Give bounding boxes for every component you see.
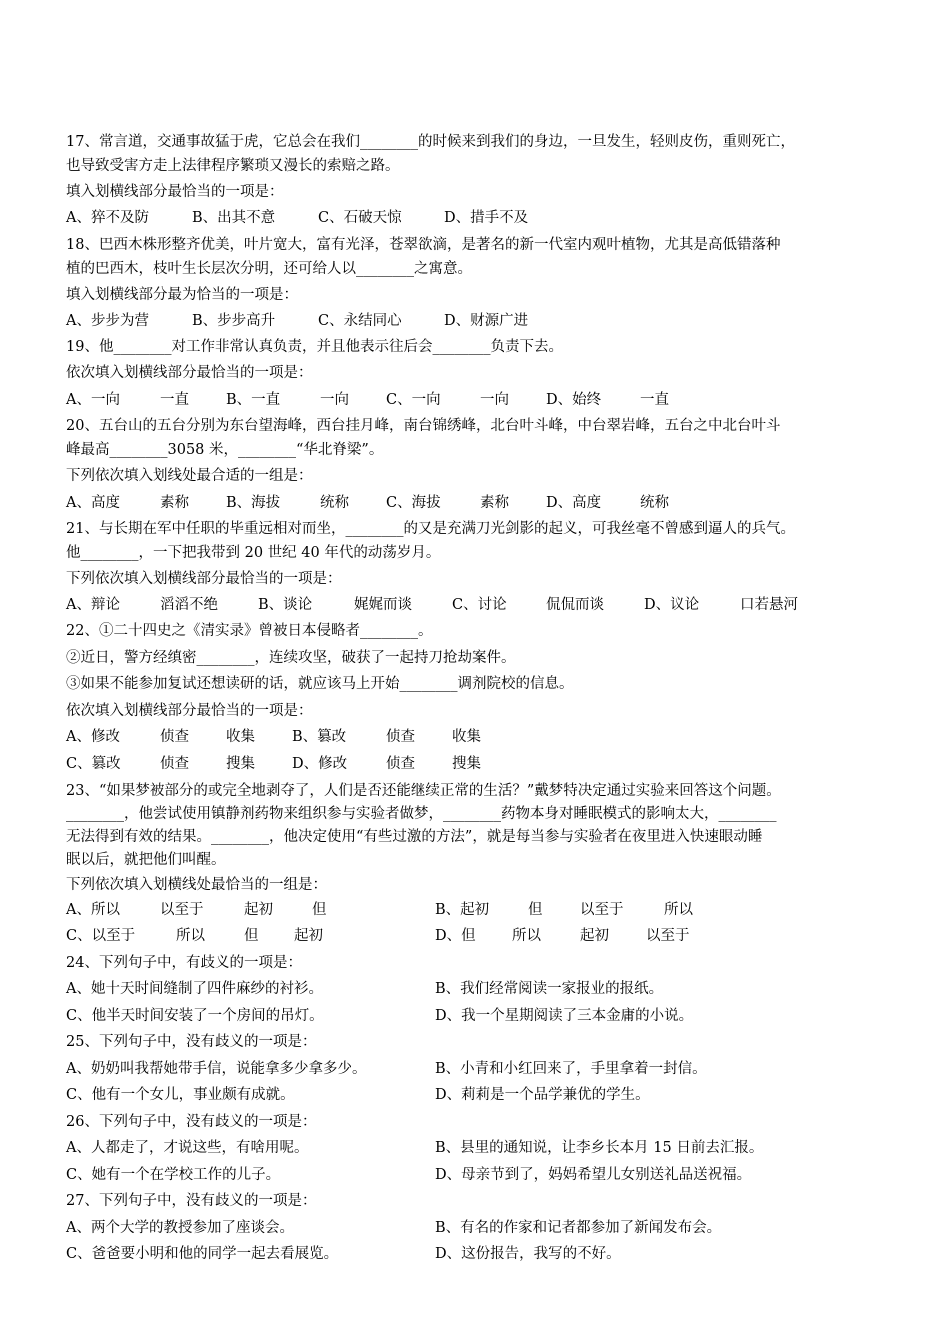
q22-stem-line-2: ②近日，警方经缜密________，连续攻坚，破获了一起持刀抢劫案件。 [66,650,516,666]
q18-stem-line-2: 植的巴西木，枝叶生长层次分明，还可给人以________之寓意。 [66,261,472,277]
q23-option-a-word-4: 但 [312,902,327,918]
q21-option-b-word-1: B、谈论 [258,597,313,613]
q17-stem-line-2: 也导致受害方走上法律程序繁琐又漫长的索赔之路。 [66,158,400,174]
q23-stem-line-2: ________，他尝试使用镇静剂药物来组织参与实验者做梦，________药物本身对睡眠模式的影响太大，________ [66,806,777,822]
q23-stem-line-1: 23、“如果梦被部分的或完全地剥夺了，人们是否还能继续正常的生活？”戴梦特决定通过实验来回答这个问题。 [66,783,781,799]
q18-stem-line-1: 18、巴西木株形整齐优美，叶片宽大，富有光泽，苍翠欲滴，是著名的新一代室内观叶植物，尤其是高低错落种 [66,237,781,253]
q27-option-b: B、有名的作家和记者都参加了新闻发布会。 [435,1220,722,1236]
q19-stem-line-1: 19、他________对工作非常认真负责，并且他表示往后会________负责下去。 [66,339,563,355]
q17-option-d: D、措手不及 [444,210,529,226]
q20-option-b-word-1: B、海拔 [226,495,281,511]
q19-prompt: 依次填入划横线部分最恰当的一项是： [66,365,313,381]
q20-option-a-word-2: 素称 [160,495,189,511]
q18-option-b: B、步步高升 [192,313,276,329]
q23-option-d-word-3: 起初 [580,928,609,944]
q23-option-d-word-4: 以至于 [646,928,690,944]
q26-option-a: A、人都走了，才说这些，有啥用呢。 [66,1140,309,1156]
q22-option-c-word-2: 侦查 [160,756,189,772]
q17-stem-line-1: 17、常言道，交通事故猛于虎，它总会在我们________的时候来到我们的身边，一旦发生，轻则皮伤，重则死亡， [66,134,795,150]
q21-stem-line-2: 他________，一下把我带到 20 世纪 40 年代的动荡岁月。 [66,545,441,561]
q22-option-c-word-3: 搜集 [226,756,255,772]
q24-option-a: A、她十天时间缝制了四件麻纱的衬衫。 [66,981,323,997]
q22-option-d-word-2: 侦查 [386,756,415,772]
q20-option-a-word-1: A、高度 [66,495,120,511]
q20-option-b-word-2: 统称 [320,495,349,511]
q20-option-d-word-1: D、高度 [546,495,602,511]
q25-option-b: B、小青和小红回来了，手里拿着一封信。 [435,1061,707,1077]
q18-option-c: C、永结同心 [318,313,402,329]
q19-option-a-word-2: 一直 [160,392,189,408]
q22-option-a-word-3: 收集 [226,729,255,745]
q17-option-c: C、石破天惊 [318,210,402,226]
q20-option-c-word-1: C、海拔 [386,495,441,511]
q22-stem-line-3: ③如果不能参加复试还想读研的话，就应该马上开始________调剂院校的信息。 [66,676,574,692]
q23-option-b-word-1: B、起初 [435,902,490,918]
q19-option-d-word-1: D、始终 [546,392,602,408]
q25-option-c: C、他有一个女儿，事业颇有成就。 [66,1087,295,1103]
q19-option-d-word-2: 一直 [640,392,669,408]
q27-stem: 27、下列句子中，没有歧义的一项是： [66,1193,317,1209]
q23-option-d-word-2: 所以 [512,928,541,944]
q23-option-a-word-1: A、所以 [66,902,120,918]
q21-option-c-word-1: C、讨论 [452,597,507,613]
q20-stem-line-2: 峰最高________3058 米，________“华北脊梁”。 [66,442,384,458]
q21-prompt: 下列依次填入划横线部分最恰当的一项是： [66,571,342,587]
q23-prompt: 下列依次填入划横线处最恰当的一组是： [66,877,327,893]
q23-option-c-word-1: C、以至于 [66,928,136,944]
q25-stem: 25、下列句子中，没有歧义的一项是： [66,1034,317,1050]
q22-option-b-word-1: B、篡改 [292,729,347,745]
q20-option-c-word-2: 素称 [480,495,509,511]
q27-option-a: A、两个大学的教授参加了座谈会。 [66,1220,294,1236]
q24-stem: 24、下列句子中，有歧义的一项是： [66,955,302,971]
q23-option-c-word-4: 起初 [294,928,323,944]
q19-option-b-word-2: 一向 [320,392,349,408]
q21-stem-line-1: 21、与长期在军中任职的毕重远相对而坐，________的又是充满刀光剑影的起义，可我丝毫不曾感到逼人的兵气。 [66,521,795,537]
q26-option-c: C、她有一个在学校工作的儿子。 [66,1167,281,1183]
q18-prompt: 填入划横线部分最为恰当的一项是： [66,287,298,303]
q19-option-b-word-1: B、一直 [226,392,281,408]
q20-stem-line-1: 20、五台山的五台分别为东台望海峰，西台挂月峰，南台锦绣峰，北台叶斗峰，中台翠岩峰，五台之中北台叶斗 [66,418,781,434]
q24-option-d: D、我一个星期阅读了三本金庸的小说。 [435,1008,694,1024]
q21-option-a-word-1: A、辩论 [66,597,120,613]
q21-option-c-word-2: 侃侃而谈 [546,597,604,613]
q26-option-b: B、县里的通知说，让李乡长本月 15 日前去汇报。 [435,1140,764,1156]
q22-option-a-word-2: 侦查 [160,729,189,745]
q22-prompt: 依次填入划横线部分最恰当的一项是： [66,703,313,719]
q22-option-b-word-2: 侦查 [386,729,415,745]
q23-option-c-word-3: 但 [244,928,259,944]
q18-option-a: A、步步为营 [66,313,149,329]
q23-option-c-word-2: 所以 [176,928,205,944]
q23-option-a-word-2: 以至于 [160,902,204,918]
q22-option-a-word-1: A、修改 [66,729,120,745]
q23-option-d-word-1: D、但 [435,928,476,944]
q26-stem: 26、下列句子中，没有歧义的一项是： [66,1114,317,1130]
q25-option-d: D、莉莉是一个品学兼优的学生。 [435,1087,650,1103]
q23-option-b-word-3: 以至于 [580,902,624,918]
q23-option-a-word-3: 起初 [244,902,273,918]
q19-option-c-word-1: C、一向 [386,392,441,408]
q22-option-c-word-1: C、篡改 [66,756,121,772]
q21-option-b-word-2: 娓娓而谈 [354,597,412,613]
q17-option-b: B、出其不意 [192,210,276,226]
q23-option-b-word-2: 但 [528,902,543,918]
q23-option-b-word-4: 所以 [664,902,693,918]
q22-stem-line-1: 22、①二十四史之《清实录》曾被日本侵略者________。 [66,623,433,639]
q19-option-a-word-1: A、一向 [66,392,120,408]
q18-option-d: D、财源广进 [444,313,529,329]
q23-stem-line-4: 眠以后，就把他们叫醒。 [66,852,226,868]
q27-option-d: D、这份报告，我写的不好。 [435,1246,621,1262]
q22-option-b-word-3: 收集 [452,729,481,745]
q21-option-a-word-2: 滔滔不绝 [160,597,218,613]
q24-option-b: B、我们经常阅读一家报业的报纸。 [435,981,664,997]
q23-stem-line-3: 无法得到有效的结果。________，他决定使用“有些过激的方法”，就是每当参与实验者在夜里进入快速眼动睡 [66,829,763,845]
q20-prompt: 下列依次填入划线处最合适的一组是： [66,468,313,484]
q27-option-c: C、爸爸要小明和他的同学一起去看展览。 [66,1246,339,1262]
q25-option-a: A、奶奶叫我帮她带手信，说能拿多少拿多少。 [66,1061,367,1077]
q20-option-d-word-2: 统称 [640,495,669,511]
q26-option-d: D、母亲节到了，妈妈希望儿女别送礼品送祝福。 [435,1167,752,1183]
q24-option-c: C、他半天时间安装了一个房间的吊灯。 [66,1008,324,1024]
q22-option-d-word-3: 搜集 [452,756,481,772]
q21-option-d-word-1: D、议论 [644,597,700,613]
q19-option-c-word-2: 一向 [480,392,509,408]
q21-option-d-word-2: 口若悬河 [740,597,798,613]
q22-option-d-word-1: D、修改 [292,756,348,772]
q17-prompt: 填入划横线部分最恰当的一项是： [66,184,284,200]
q17-option-a: A、猝不及防 [66,210,149,226]
